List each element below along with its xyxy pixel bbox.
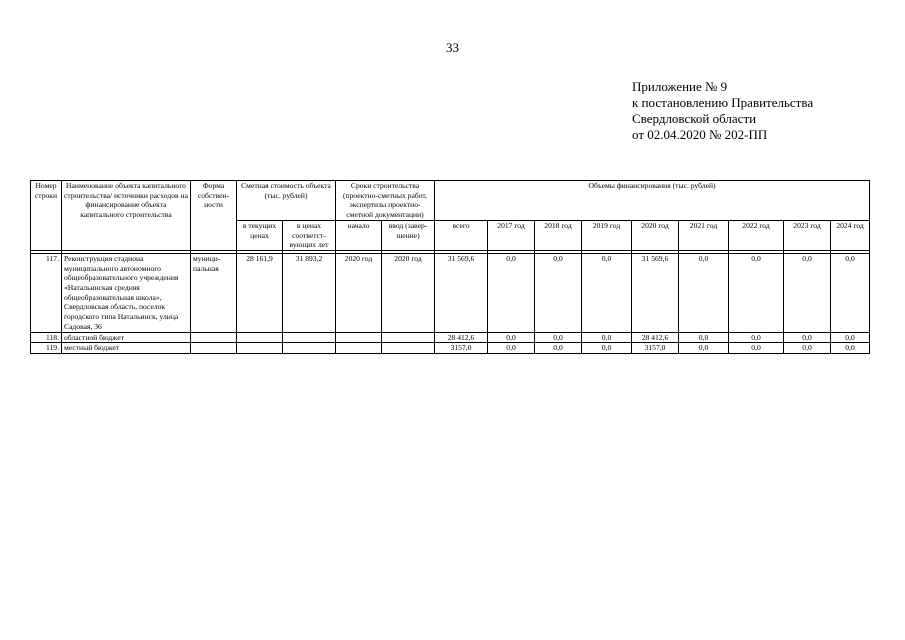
appendix-line: Приложение № 9: [632, 79, 728, 94]
row-name: местный бюджет: [62, 343, 191, 354]
header-commissioning: ввод (завер-шение): [382, 220, 435, 250]
row-year-value: 0,0: [582, 343, 632, 354]
row-year-value: 0,0: [488, 332, 535, 343]
row-number: 117.: [31, 253, 62, 332]
row-ownership: муници-пальная: [191, 253, 237, 332]
row-cost-current: 28 161,9: [237, 253, 283, 332]
row-ownership: [191, 332, 237, 343]
row-end: 2020 год: [382, 253, 435, 332]
appendix-block: [632, 79, 813, 143]
row-year-value: 0,0: [729, 332, 784, 343]
row-year-value: 0,0: [831, 253, 870, 332]
row-cost-current: [237, 332, 283, 343]
table-row: [31, 253, 870, 332]
table-row: [31, 343, 870, 354]
row-year-value: 0,0: [784, 253, 831, 332]
row-start: [336, 343, 382, 354]
row-total: 28 412,6: [435, 332, 488, 343]
row-year-value: 0,0: [488, 343, 535, 354]
financing-table: [30, 180, 870, 354]
appendix-line: к постановлению Правительства: [632, 95, 814, 110]
header-ownership: Форма собствен-ности: [191, 181, 237, 251]
header-respective-prices: в ценах соответст-вующих лет: [283, 220, 336, 250]
row-cost-current: [237, 343, 283, 354]
header-year: 2021 год: [679, 220, 729, 250]
row-year-value: 0,0: [729, 343, 784, 354]
row-ownership: [191, 343, 237, 354]
header-construction-terms: Сроки строительства (проектно-сметных работ, экспертизы проектно-сметной документации): [336, 181, 435, 221]
row-year-value: 31 569,6: [632, 253, 679, 332]
row-year-value: 0,0: [535, 343, 582, 354]
row-year-value: 0,0: [488, 253, 535, 332]
row-year-value: 0,0: [784, 332, 831, 343]
row-year-value: 0,0: [679, 343, 729, 354]
header-year: 2019 год: [582, 220, 632, 250]
row-start: 2020 год: [336, 253, 382, 332]
row-year-value: 0,0: [784, 343, 831, 354]
row-start: [336, 332, 382, 343]
header-year: 2024 год: [831, 220, 870, 250]
header-year: 2017 год: [488, 220, 535, 250]
page-number: 33: [446, 40, 459, 55]
row-cost-respective: [283, 332, 336, 343]
header-financing-volumes: Объемы финансирования (тыс. рублей): [435, 181, 870, 221]
header-estimated-cost: Сметная стоимость объекта (тыс. рублей): [237, 181, 336, 221]
row-year-value: 0,0: [535, 253, 582, 332]
row-end: [382, 332, 435, 343]
header-year: 2023 год: [784, 220, 831, 250]
row-number: 118.: [31, 332, 62, 343]
header-row-number: Номер строки: [31, 181, 62, 251]
row-name: Реконструкция стадиона муниципального автономного общеобразовательного учреждения «Натальинская средняя общеобразовательная школа», Свердловская область, поселок городского типа Натальинск, улица Садовая, 36: [62, 253, 191, 332]
row-year-value: 3157,0: [632, 343, 679, 354]
row-year-value: 0,0: [831, 332, 870, 343]
row-year-value: 0,0: [582, 253, 632, 332]
header-year: 2022 год: [729, 220, 784, 250]
row-cost-respective: [283, 343, 336, 354]
row-total: 3157,0: [435, 343, 488, 354]
row-year-value: 28 412,6: [632, 332, 679, 343]
appendix-line: от 02.04.2020 № 202-ПП: [632, 127, 768, 142]
header-object-name: Наименование объекта капитального строительства/ источники расходов на финансирование объекта капитального строительства: [62, 181, 191, 251]
appendix-line: Свердловской области: [632, 111, 757, 126]
row-year-value: 0,0: [582, 332, 632, 343]
header-current-prices: в текущих ценах: [237, 220, 283, 250]
row-year-value: 0,0: [729, 253, 784, 332]
row-year-value: 0,0: [535, 332, 582, 343]
table-row: [31, 332, 870, 343]
row-number: 119.: [31, 343, 62, 354]
header-start: начало: [336, 220, 382, 250]
row-name: областной бюджет: [62, 332, 191, 343]
row-total: 31 569,6: [435, 253, 488, 332]
row-end: [382, 343, 435, 354]
row-year-value: 0,0: [679, 332, 729, 343]
row-cost-respective: 31 893,2: [283, 253, 336, 332]
header-year: 2018 год: [535, 220, 582, 250]
row-year-value: 0,0: [831, 343, 870, 354]
header-total: всего: [435, 220, 488, 250]
header-year: 2020 год: [632, 220, 679, 250]
row-year-value: 0,0: [679, 253, 729, 332]
